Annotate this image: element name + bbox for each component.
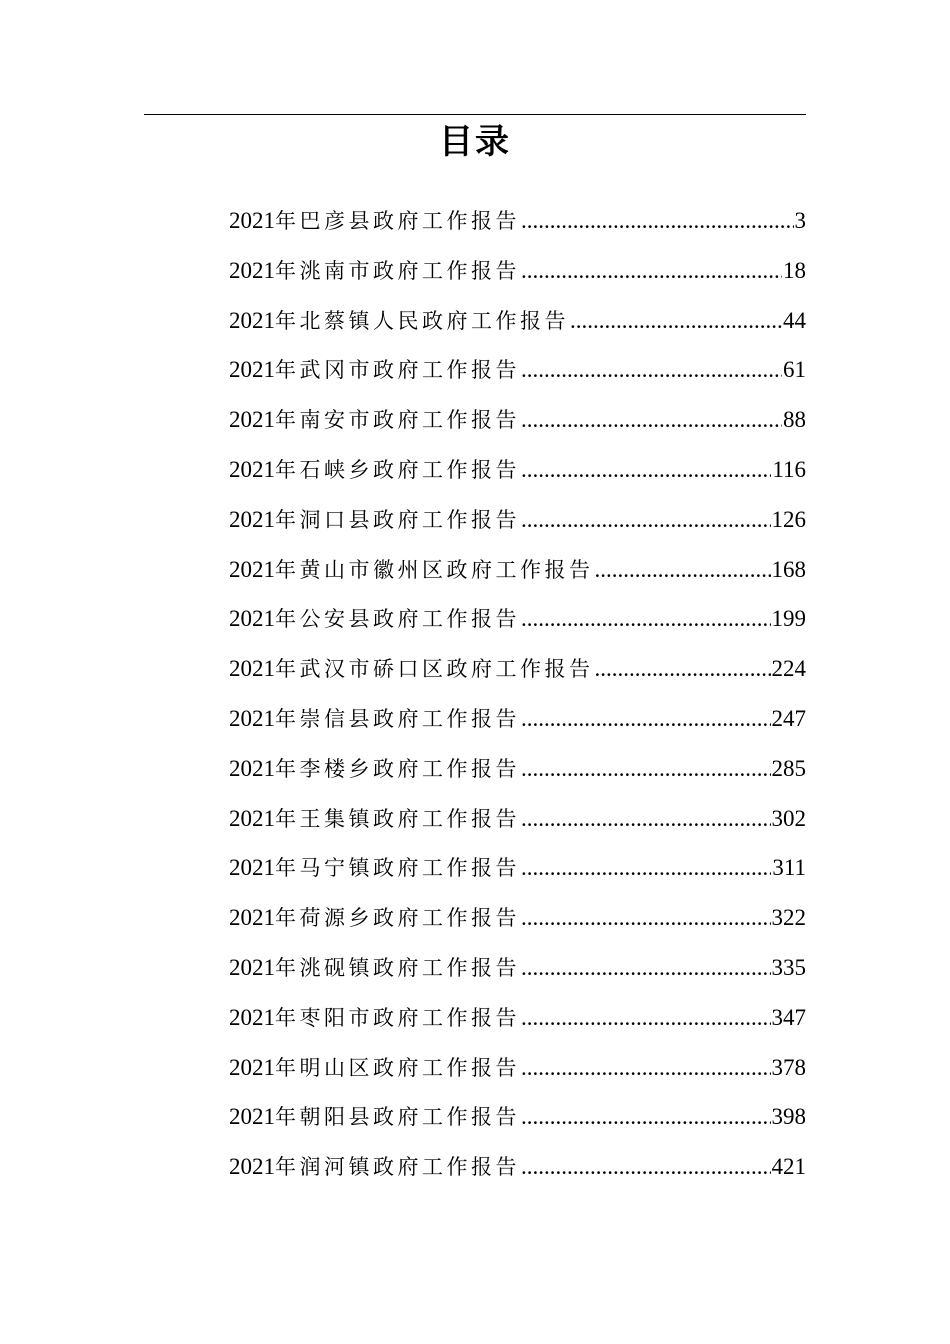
toc-entry[interactable] [229, 549, 806, 599]
toc-entry[interactable] [229, 997, 806, 1047]
toc-entry-year: 2021 [229, 656, 275, 682]
toc-entry[interactable] [229, 1146, 806, 1196]
toc-entry-page: 224 [771, 656, 806, 682]
toc-entry-year: 2021 [229, 905, 275, 931]
toc-entry-title: 年武冈市政府工作报告 [275, 358, 520, 383]
toc-entry-year: 2021 [229, 556, 275, 582]
toc-entry-title: 年洮砚镇政府工作报告 [275, 955, 520, 980]
toc-entry-page: 311 [772, 855, 806, 881]
toc-entry-title: 年南安市政府工作报告 [275, 408, 520, 433]
toc-entry-title: 年润河镇政府工作报告 [275, 1155, 520, 1180]
dot-leader [521, 250, 782, 292]
toc-entry-year: 2021 [229, 855, 275, 881]
toc-entry-page: 398 [771, 1104, 806, 1130]
page-title: 目录 [439, 122, 511, 162]
toc-entry-page: 44 [783, 307, 806, 333]
toc-entry-title: 年崇信县政府工作报告 [275, 706, 520, 731]
toc-entry-page: 3 [794, 208, 806, 233]
toc-entry[interactable] [229, 798, 806, 848]
toc-entry[interactable] [229, 300, 806, 350]
dot-leader [521, 947, 771, 989]
toc-entry-page: 18 [783, 257, 806, 283]
table-of-contents [229, 200, 806, 1196]
dot-leader [521, 598, 771, 640]
top-divider [144, 114, 806, 115]
toc-entry[interactable] [229, 499, 806, 549]
dot-leader [521, 847, 771, 889]
toc-entry[interactable] [229, 250, 806, 300]
toc-entry-year: 2021 [229, 1054, 275, 1080]
dot-leader [521, 1096, 771, 1138]
dot-leader [521, 897, 771, 939]
toc-entry-title: 年李楼乡政府工作报告 [275, 756, 520, 781]
toc-entry[interactable] [229, 698, 806, 748]
toc-entry-year: 2021 [229, 705, 275, 731]
dot-leader [595, 648, 771, 690]
dot-leader [521, 1047, 771, 1089]
toc-entry-title: 年公安县政府工作报告 [275, 607, 520, 632]
toc-entry-year: 2021 [229, 805, 275, 831]
toc-entry-page: 168 [771, 556, 806, 582]
toc-entry-title: 年王集镇政府工作报告 [275, 806, 520, 831]
toc-entry[interactable] [229, 598, 806, 648]
toc-entry[interactable] [229, 1047, 806, 1097]
toc-entry-title: 年马宁镇政府工作报告 [275, 856, 520, 881]
toc-entry[interactable] [229, 200, 806, 250]
toc-entry-title: 年洞口县政府工作报告 [275, 507, 520, 532]
toc-entry-year: 2021 [229, 954, 275, 980]
toc-entry-title: 年武汉市硚口区政府工作报告 [275, 657, 594, 682]
toc-entry-page: 199 [771, 606, 806, 632]
toc-entry-title: 年洮南市政府工作报告 [275, 258, 520, 283]
toc-entry-year: 2021 [229, 407, 275, 433]
dot-leader [521, 200, 794, 242]
toc-entry[interactable] [229, 1096, 806, 1146]
toc-entry-year: 2021 [229, 506, 275, 532]
toc-entry-page: 302 [771, 805, 806, 831]
dot-leader [521, 698, 771, 740]
toc-entry-page: 335 [771, 954, 806, 980]
toc-entry-year: 2021 [229, 456, 275, 482]
toc-entry-year: 2021 [229, 307, 275, 333]
dot-leader [521, 349, 782, 391]
dot-leader [595, 549, 771, 591]
toc-entry-year: 2021 [229, 357, 275, 383]
toc-entry-page: 285 [771, 755, 806, 781]
toc-entry[interactable] [229, 349, 806, 399]
dot-leader [521, 1146, 771, 1188]
toc-entry[interactable] [229, 399, 806, 449]
toc-entry-year: 2021 [229, 1104, 275, 1130]
toc-entry-page: 116 [772, 456, 806, 482]
dot-leader [521, 499, 771, 541]
toc-entry[interactable] [229, 847, 806, 897]
toc-entry-title: 年石峡乡政府工作报告 [275, 457, 520, 482]
toc-entry-title: 年黄山市徽州区政府工作报告 [275, 557, 594, 582]
toc-entry-page: 322 [771, 905, 806, 931]
dot-leader [570, 300, 782, 342]
toc-entry-page: 61 [783, 357, 806, 383]
dot-leader [521, 399, 782, 441]
toc-entry-page: 378 [771, 1054, 806, 1080]
toc-entry-year: 2021 [229, 257, 275, 283]
toc-entry-page: 421 [771, 1154, 806, 1180]
toc-entry-year: 2021 [229, 1154, 275, 1180]
toc-entry-title: 年荷源乡政府工作报告 [275, 906, 520, 931]
toc-entry[interactable] [229, 897, 806, 947]
toc-entry-title: 年明山区政府工作报告 [275, 1055, 520, 1080]
toc-entry-page: 88 [783, 407, 806, 433]
toc-entry[interactable] [229, 449, 806, 499]
toc-entry-year: 2021 [229, 606, 275, 632]
toc-entry-page: 126 [771, 506, 806, 532]
dot-leader [521, 748, 771, 790]
dot-leader [521, 997, 771, 1039]
toc-entry-title: 年北蔡镇人民政府工作报告 [275, 308, 569, 333]
toc-entry-year: 2021 [229, 208, 275, 233]
toc-entry-page: 247 [771, 705, 806, 731]
toc-entry[interactable] [229, 648, 806, 698]
dot-leader [521, 449, 771, 491]
toc-entry-title: 年朝阳县政府工作报告 [275, 1105, 520, 1130]
toc-entry-title: 年枣阳市政府工作报告 [275, 1005, 520, 1030]
toc-entry-page: 347 [771, 1004, 806, 1030]
toc-entry[interactable] [229, 947, 806, 997]
toc-entry-year: 2021 [229, 1004, 275, 1030]
toc-entry-title: 年巴彦县政府工作报告 [275, 209, 520, 233]
toc-entry-year: 2021 [229, 755, 275, 781]
dot-leader [521, 798, 771, 840]
toc-entry[interactable] [229, 748, 806, 798]
